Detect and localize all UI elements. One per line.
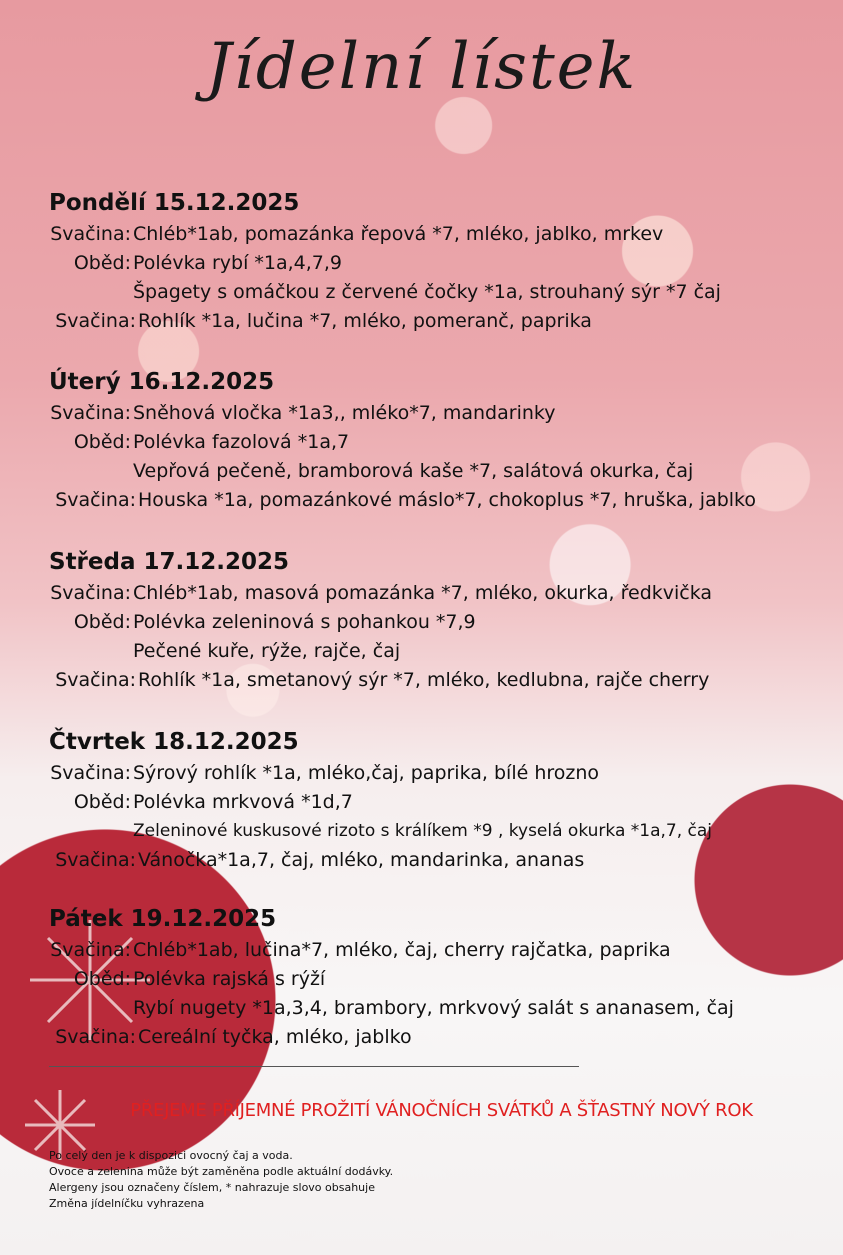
row-text: Sněhová vločka *1a3,, mléko*7, mandarinky	[133, 402, 556, 424]
row-text: Vánočka*1a,7, čaj, mléko, mandarinka, ananas	[138, 849, 585, 871]
row-label: Svačina:	[50, 582, 131, 604]
row-label: Oběd:	[73, 611, 131, 633]
row-text: Polévka zeleninová s pohankou *7,9	[133, 611, 476, 633]
row-label: Svačina:	[55, 669, 136, 691]
row-text: Rohlík *1a, lučina *7, mléko, pomeranč, paprika	[138, 310, 592, 332]
menu-row-obed	[49, 788, 809, 817]
menu-row-svacina-afternoon	[49, 486, 809, 515]
row-label: Svačina:	[50, 762, 131, 784]
day-heading: Čtvrtek 18.12.2025	[49, 729, 299, 755]
day-section-wednesday	[49, 545, 809, 695]
menu-title: Jídelní lístek	[205, 30, 638, 104]
holiday-wishes: PŘEJEME PŘÍJEMNÉ PROŽITÍ VÁNOČNÍCH SVÁTKŮ A ŠŤASTNÝ NOVÝ ROK	[130, 1100, 753, 1121]
day-section-tuesday	[49, 365, 809, 515]
menu-row-obed	[49, 608, 809, 637]
menu-row-obed-main	[49, 994, 809, 1023]
menu-row-svacina-morning	[49, 399, 809, 428]
row-text: Houska *1a, pomazánkové máslo*7, chokoplus *7, hruška, jablko	[138, 489, 757, 511]
footnotes	[49, 1148, 393, 1212]
menu-row-obed-main	[49, 817, 809, 846]
day-section-monday	[49, 186, 809, 336]
menu-row-obed	[49, 428, 809, 457]
footnote-line: Alergeny jsou označeny číslem, * nahrazuje slovo obsahuje	[49, 1181, 375, 1194]
day-heading: Pondělí 15.12.2025	[49, 190, 300, 216]
row-text: Zeleninové kuskusové rizoto s králíkem *9 , kyselá okurka *1a,7, čaj	[133, 821, 713, 841]
day-section-friday	[49, 902, 809, 1052]
row-label: Svačina:	[55, 489, 136, 511]
row-text: Chléb*1ab, lučina*7, mléko, čaj, cherry rajčatka, paprika	[133, 939, 671, 961]
row-label: Svačina:	[50, 402, 131, 424]
menu-row-svacina-afternoon	[49, 307, 809, 336]
row-text: Rybí nugety *1a,3,4, brambory, mrkvový salát s ananasem, čaj	[133, 997, 734, 1019]
row-text: Polévka rajská s rýží	[133, 968, 326, 990]
row-text: Chléb*1ab, masová pomazánka *7, mléko, okurka, ředkvička	[133, 582, 713, 604]
row-text: Špagety s omáčkou z červené čočky *1a, strouhaný sýr *7 čaj	[133, 281, 721, 303]
row-label: Svačina:	[50, 939, 131, 961]
footnote-line: Po celý den je k dispozici ovocný čaj a voda.	[49, 1149, 293, 1162]
row-text: Pečené kuře, rýže, rajče, čaj	[133, 640, 401, 662]
row-label: Svačina:	[50, 223, 131, 245]
menu-row-svacina-morning	[49, 579, 809, 608]
row-label: Oběd:	[73, 431, 131, 453]
row-label: Svačina:	[55, 849, 136, 871]
menu-row-obed-main	[49, 278, 809, 307]
row-text: Polévka mrkvová *1d,7	[133, 791, 353, 813]
row-text: Sýrový rohlík *1a, mléko,čaj, paprika, bílé hrozno	[133, 762, 600, 784]
menu-row-svacina-afternoon	[49, 666, 809, 695]
row-label: Oběd:	[73, 791, 131, 813]
menu-row-svacina-afternoon	[49, 1023, 809, 1052]
row-text: Chléb*1ab, pomazánka řepová *7, mléko, jablko, mrkev	[133, 223, 664, 245]
divider-line	[49, 1066, 579, 1067]
day-heading: Středa 17.12.2025	[49, 549, 289, 575]
menu-row-obed-main	[49, 457, 809, 486]
menu-row-svacina-afternoon	[49, 846, 809, 875]
day-section-thursday	[49, 725, 809, 875]
menu-row-obed	[49, 965, 809, 994]
row-label: Svačina:	[55, 310, 136, 332]
day-heading: Pátek 19.12.2025	[49, 906, 277, 932]
menu-row-obed-main	[49, 637, 809, 666]
footnote-line: Ovoce a zelenina může být zaměněna podle aktuální dodávky.	[49, 1165, 394, 1178]
row-text: Cereální tyčka, mléko, jablko	[138, 1026, 412, 1048]
row-text: Polévka rybí *1a,4,7,9	[133, 252, 343, 274]
row-text: Polévka fazolová *1a,7	[133, 431, 350, 453]
menu-row-svacina-morning	[49, 220, 809, 249]
menu-row-svacina-morning	[49, 759, 809, 788]
row-label: Oběd:	[73, 252, 131, 274]
day-heading: Úterý 16.12.2025	[49, 369, 275, 395]
menu-row-obed	[49, 249, 809, 278]
row-label: Svačina:	[55, 1026, 136, 1048]
menu-row-svacina-morning	[49, 936, 809, 965]
row-text: Rohlík *1a, smetanový sýr *7, mléko, kedlubna, rajče cherry	[138, 669, 710, 691]
row-label: Oběd:	[73, 968, 131, 990]
row-text: Vepřová pečeně, bramborová kaše *7, salátová okurka, čaj	[133, 460, 694, 482]
footnote-line: Změna jídelníčku vyhrazena	[49, 1197, 205, 1210]
